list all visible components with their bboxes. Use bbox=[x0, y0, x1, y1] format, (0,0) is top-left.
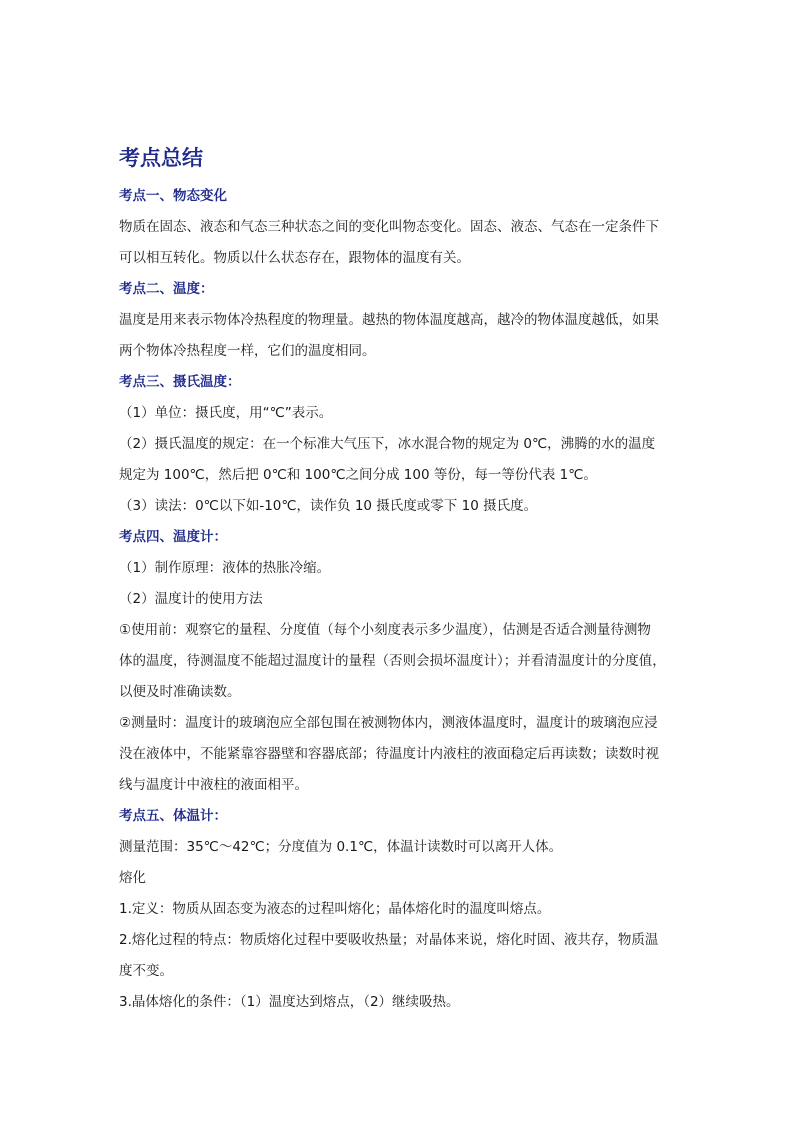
melting-heading: 熔化 bbox=[119, 870, 146, 886]
page-title: 考点总结 bbox=[119, 145, 203, 170]
text-line: 规定为 100℃，然后把 0℃和 100℃之间分成 100 等份，每一等份代表 1℃。 bbox=[119, 467, 597, 483]
section-heading: 考点三、摄氏温度： bbox=[119, 374, 241, 390]
text-line: ②测量时：温度计的玻璃泡应全部包围在被测物体内，测液体温度时，温度计的玻璃泡应浸 bbox=[119, 715, 658, 731]
list-item bbox=[119, 894, 689, 925]
text-line: ①使用前：观察它的量程、分度值（每个小刻度表示多少温度），估测是否适合测量待测物 bbox=[119, 622, 651, 638]
list-item bbox=[119, 429, 689, 491]
text-line: 3.晶体熔化的条件：（1）温度达到熔点，（2）继续吸热。 bbox=[119, 994, 460, 1010]
text-line: 线与温度计中液柱的液面相平。 bbox=[119, 777, 308, 793]
section-temperature bbox=[119, 274, 689, 367]
section-heading: 考点一、物态变化 bbox=[119, 188, 227, 204]
section-heading: 考点二、温度： bbox=[119, 281, 214, 297]
section-heading: 考点四、温度计： bbox=[119, 529, 227, 545]
paragraph bbox=[119, 832, 689, 863]
text-line: 1.定义：物质从固态变为液态的过程叫熔化；晶体熔化时的温度叫熔点。 bbox=[119, 901, 551, 917]
text-line: 测量范围：35℃～42℃；分度值为 0.1℃，体温计读数时可以离开人体。 bbox=[119, 839, 563, 855]
section-celsius bbox=[119, 367, 689, 522]
list-item bbox=[119, 553, 689, 584]
text-line: 可以相互转化。物质以什么状态存在，跟物体的温度有关。 bbox=[119, 250, 470, 266]
list-item bbox=[119, 398, 689, 429]
text-line: 物质在固态、液态和气态三种状态之间的变化叫物态变化。固态、液态、气态在一定条件下 bbox=[119, 219, 659, 235]
text-line: 以便及时准确读数。 bbox=[119, 684, 241, 700]
section-melting bbox=[119, 863, 689, 1018]
list-item bbox=[119, 708, 689, 801]
text-line: （2）摄氏温度的规定：在一个标准大气压下，冰水混合物的规定为 0℃，沸腾的水的温度 bbox=[119, 436, 656, 452]
text-line: 度不变。 bbox=[119, 963, 173, 979]
document-content bbox=[119, 143, 689, 1018]
text-line: （2）温度计的使用方法 bbox=[119, 591, 263, 607]
list-item bbox=[119, 615, 689, 708]
text-line: 体的温度，待测温度不能超过温度计的量程（否则会损坏温度计）；并看清温度计的分度值， bbox=[119, 653, 666, 669]
section-state-change bbox=[119, 181, 689, 274]
text-line: 温度是用来表示物体冷热程度的物理量。越热的物体温度越高，越冷的物体温度越低，如果 bbox=[119, 312, 659, 328]
text-line: （1）制作原理：液体的热胀冷缩。 bbox=[119, 560, 331, 576]
paragraph bbox=[119, 305, 689, 367]
list-item bbox=[119, 584, 689, 615]
list-item bbox=[119, 987, 689, 1018]
section-clinical-thermometer bbox=[119, 801, 689, 863]
text-line: （3）读法：0℃以下如-10℃，读作负 10 摄氏度或零下 10 摄氏度。 bbox=[119, 498, 538, 514]
paragraph bbox=[119, 212, 689, 274]
text-line: （1）单位：摄氏度，用“℃”表示。 bbox=[119, 405, 333, 421]
section-thermometer bbox=[119, 522, 689, 801]
list-item bbox=[119, 925, 689, 987]
text-line: 2.熔化过程的特点：物质熔化过程中要吸收热量；对晶体来说，熔化时固、液共存，物质温 bbox=[119, 932, 659, 948]
text-line: 两个物体冷热程度一样，它们的温度相同。 bbox=[119, 343, 376, 359]
section-heading: 考点五、体温计： bbox=[119, 808, 227, 824]
text-line: 没在液体中，不能紧靠容器壁和容器底部；待温度计内液柱的液面稳定后再读数；读数时视 bbox=[119, 746, 659, 762]
list-item bbox=[119, 491, 689, 522]
